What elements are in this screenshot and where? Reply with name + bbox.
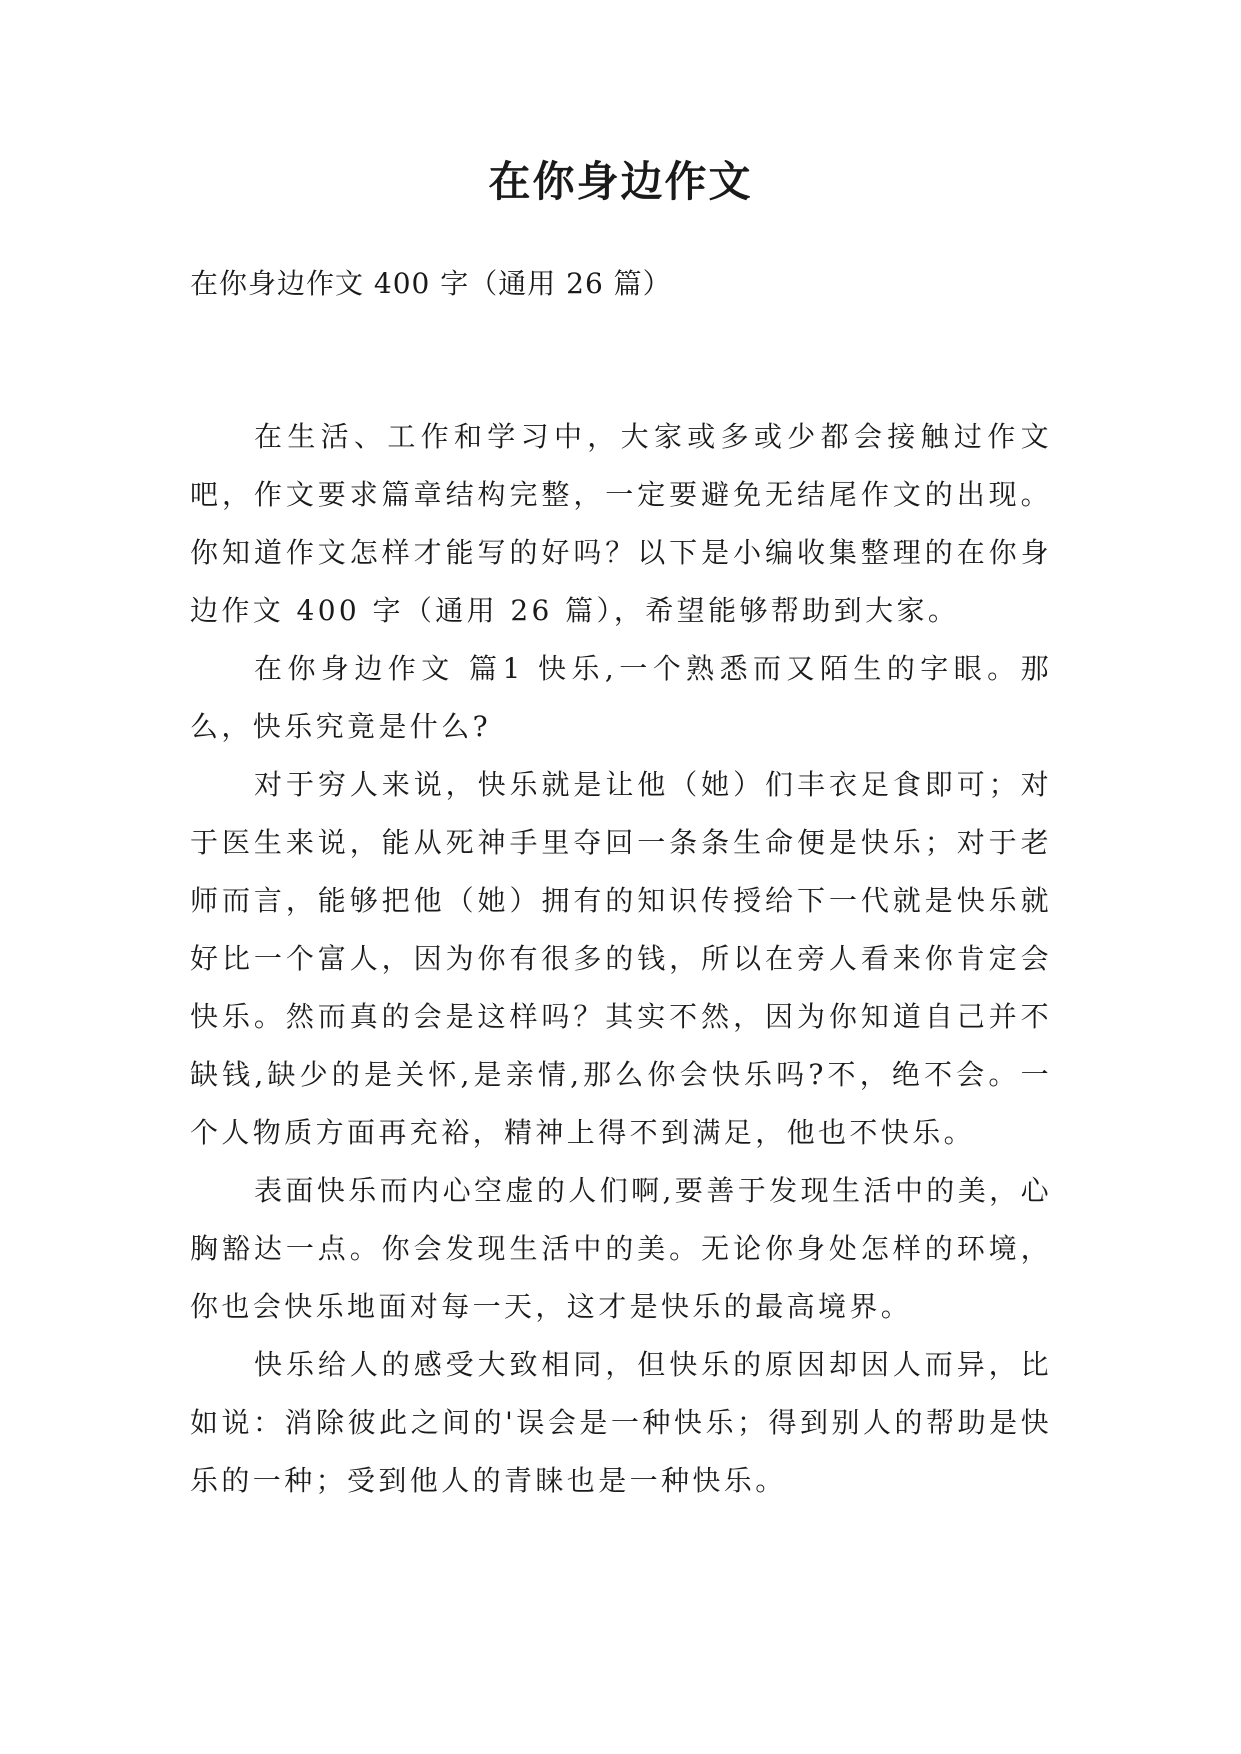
essay-1-paragraph-4: 快乐给人的感受大致相同，但快乐的原因却因人而异，比如说：消除彼此之间的'误会是一种快乐；得到别人的帮助是快乐的一种；受到他人的青睐也是一种快乐。	[190, 1348, 1052, 1497]
intro-paragraph: 在生活、工作和学习中，大家或多或少都会接触过作文吧，作文要求篇章结构完整，一定要避免无结尾作文的出现。你知道作文怎样才能写的好吗？以下是小编收集整理的在你身边作文 400 字（通用 26 篇），希望能够帮助到大家。	[190, 420, 1052, 627]
document-title: 在你身边作文	[488, 157, 753, 206]
essay-1-opening-paragraph: 在你身边作文 篇1 快乐,一个熟悉而又陌生的字眼。那么，快乐究竟是什么?	[190, 652, 1052, 743]
essay-1-paragraph-3: 表面快乐而内心空虚的人们啊,要善于发现生活中的美，心胸豁达一点。你会发现生活中的美。无论你身处怎样的环境，你也会快乐地面对每一天，这才是快乐的最高境界。	[190, 1174, 1052, 1323]
essay-1-paragraph-2: 对于穷人来说，快乐就是让他（她）们丰衣足食即可；对于医生来说，能从死神手里夺回一条条生命便是快乐；对于老师而言，能够把他（她）拥有的知识传授给下一代就是快乐就好比一个富人，因为你有很多的钱，所以在旁人看来你肯定会快乐。然而真的会是这样吗？其实不然，因为你知道自己并不缺钱,缺少的是关怀,是亲情,那么你会快乐吗?不，绝不会。一个人物质方面再充裕，精神上得不到满足，他也不快乐。	[190, 768, 1052, 1149]
document-body	[190, 408, 1052, 1510]
document-subtitle: 在你身边作文 400 字（通用 26 篇）	[190, 267, 672, 300]
